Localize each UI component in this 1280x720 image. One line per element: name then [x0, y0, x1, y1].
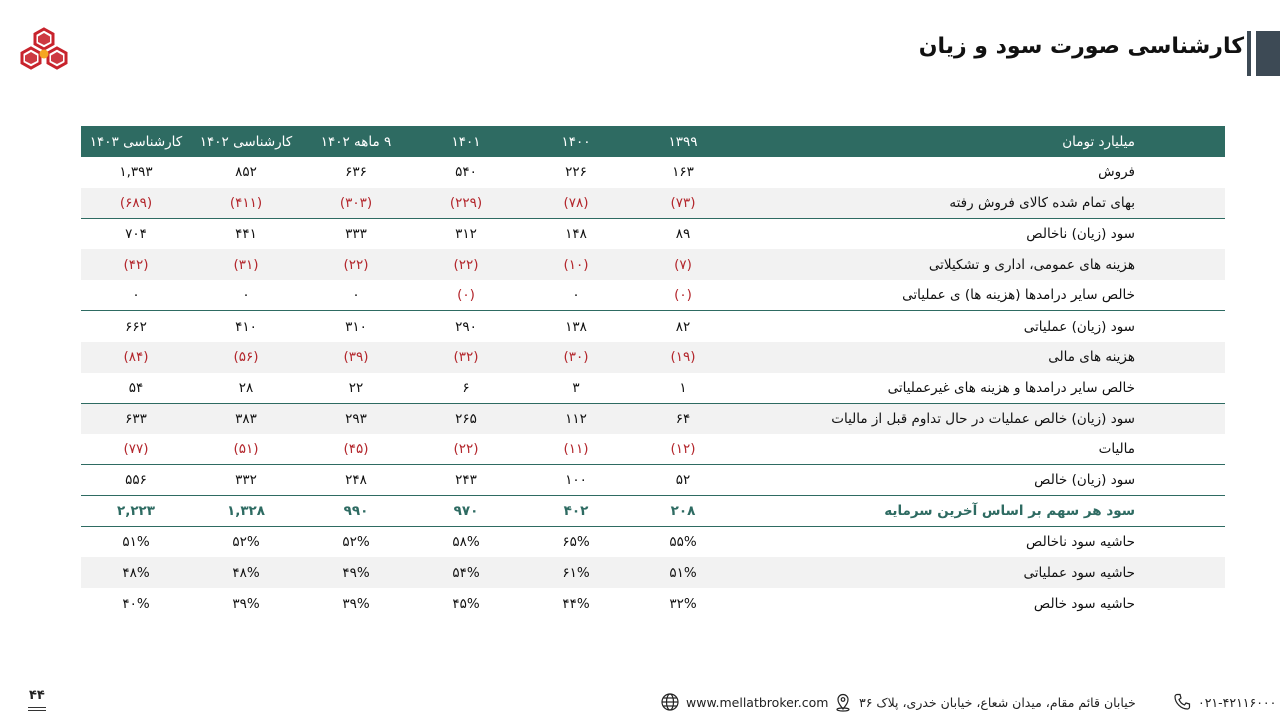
- table-row: [81, 373, 1225, 404]
- value-cell: ۷۰۴: [81, 219, 191, 250]
- value-cell: (۲۲۹): [449, 194, 483, 211]
- table-header-row: [81, 126, 1225, 157]
- value-cell: (۴۱۱): [229, 194, 263, 211]
- value-cell: ۴۴%: [562, 595, 590, 612]
- value-cell: ۵۴%: [452, 564, 480, 581]
- value-cell: ۲,۲۲۳: [81, 496, 191, 527]
- value-cell: ۶۵%: [521, 527, 631, 558]
- value-cell: ۲۲: [348, 379, 364, 396]
- value-cell: ۶۳۳: [81, 403, 191, 434]
- row-label: بهای تمام شده کالای فروش رفته: [949, 194, 1135, 211]
- page-number: ۴۴: [29, 688, 45, 703]
- value-cell: ۰: [132, 287, 140, 304]
- footer: [0, 680, 1280, 720]
- table-row: [81, 249, 1225, 280]
- table-row: [81, 557, 1225, 588]
- row-label: سود (زیان) ناخالص: [735, 219, 1225, 250]
- value-cell: ۱,۳۹۳: [119, 164, 153, 181]
- value-cell: (۰): [457, 287, 475, 304]
- value-cell: (۸۴): [123, 349, 149, 366]
- value-cell: ۴۸%: [122, 564, 150, 581]
- company-logo: [20, 26, 68, 76]
- value-cell: (۵۱): [233, 441, 259, 458]
- value-cell: ۵۴: [128, 379, 144, 396]
- value-cell: ۳۹%: [232, 595, 260, 612]
- value-cell: ۴۰۲: [521, 496, 631, 527]
- header-cell: ۱۴۰۱: [451, 133, 481, 150]
- value-cell: ۵۴۰: [455, 164, 477, 181]
- value-cell: ۶۳۶: [345, 164, 367, 181]
- value-cell: ۰: [352, 287, 360, 304]
- value-cell: ۱۳۸: [521, 311, 631, 342]
- table-row: [81, 434, 1225, 465]
- value-cell: ۵۵%: [631, 527, 735, 558]
- value-cell: ۱: [679, 379, 687, 396]
- row-label: سود (زیان) خالص عملیات در حال تداوم قبل از مالیات: [735, 403, 1225, 434]
- value-cell: ۳۳۳: [301, 219, 411, 250]
- title-accent-bar: [1256, 31, 1280, 76]
- value-cell: (۴۲): [123, 256, 149, 273]
- value-cell: (۴۵): [343, 441, 369, 458]
- table-row: [81, 527, 1225, 558]
- row-label: هزینه های عمومی، اداری و تشکیلاتی: [928, 256, 1135, 273]
- table-row: [81, 465, 1225, 496]
- value-cell: ۳۱۰: [301, 311, 411, 342]
- value-cell: ۴۴۱: [191, 219, 301, 250]
- website[interactable]: [660, 692, 828, 712]
- value-cell: ۵۸%: [411, 527, 521, 558]
- value-cell: ۱۱۲: [521, 403, 631, 434]
- phone-text: ۰۲۱-۴۲۱۱۶۰۰۰: [1198, 694, 1277, 710]
- row-label: سود هر سهم بر اساس آخرین سرمایه: [735, 496, 1225, 527]
- value-cell: ۴۸%: [232, 564, 260, 581]
- row-label: حاشیه سود عملیاتی: [1023, 564, 1135, 581]
- value-cell: ۲۰۸: [631, 496, 735, 527]
- table-row: [81, 342, 1225, 373]
- address-text: خیابان قائم مقام، میدان شعاع، خیابان خدری، پلاک ۳۶: [859, 694, 1136, 710]
- value-cell: ۵۲: [631, 465, 735, 496]
- value-cell: ۵۲%: [301, 527, 411, 558]
- value-cell: ۵۵۶: [81, 465, 191, 496]
- location-icon: [833, 692, 853, 712]
- header-cell: میلیارد تومان: [1062, 133, 1135, 150]
- value-cell: (۱۹): [670, 349, 696, 366]
- value-cell: (۶۸۹): [119, 194, 153, 211]
- table-row: [81, 188, 1225, 219]
- value-cell: ۰: [242, 287, 250, 304]
- value-cell: (۱۱): [563, 441, 589, 458]
- value-cell: (۲۲): [453, 441, 479, 458]
- value-cell: ۲۹۰: [411, 311, 521, 342]
- value-cell: ۲۲۶: [565, 164, 587, 181]
- value-cell: ۲۴۸: [301, 465, 411, 496]
- row-label: خالص سایر درامدها و هزینه های غیرعملیاتی: [887, 379, 1135, 396]
- value-cell: ۹۷۰: [411, 496, 521, 527]
- value-cell: (۷۷): [123, 441, 149, 458]
- income-statement-table: [81, 126, 1225, 619]
- value-cell: ۲۴۳: [411, 465, 521, 496]
- phone-icon: [1172, 692, 1192, 712]
- value-cell: (۱۲): [670, 441, 696, 458]
- row-label: سود (زیان) عملیاتی: [735, 311, 1225, 342]
- value-cell: ۶۴: [631, 403, 735, 434]
- value-cell: (۲۲): [453, 256, 479, 273]
- value-cell: (۷): [674, 256, 692, 273]
- phone[interactable]: [1172, 692, 1276, 712]
- value-cell: ۱۶۳: [672, 164, 694, 181]
- header-cell: کارشناسی ۱۴۰۲: [199, 133, 293, 150]
- value-cell: ۳۳۲: [191, 465, 301, 496]
- table-row: [81, 311, 1225, 342]
- value-cell: ۴۱۰: [191, 311, 301, 342]
- row-label: حاشیه سود خالص: [1033, 595, 1135, 612]
- value-cell: (۱۰): [563, 256, 589, 273]
- value-cell: (۳۹): [343, 349, 369, 366]
- value-cell: ۴۰%: [122, 595, 150, 612]
- row-label: هزینه های مالی: [1048, 349, 1135, 366]
- website-text: www.mellatbroker.com: [686, 694, 829, 710]
- header-cell: ۱۴۰۰: [561, 133, 591, 150]
- header-cell: ۱۳۹۹: [668, 133, 698, 150]
- row-label: فروش: [1098, 164, 1135, 181]
- value-cell: ۲۶۵: [411, 403, 521, 434]
- row-label: خالص سایر درامدها (هزینه ها) ی عملیاتی: [902, 287, 1135, 304]
- value-cell: ۸۹: [631, 219, 735, 250]
- table-row: [81, 496, 1225, 527]
- value-cell: ۲۸: [238, 379, 254, 396]
- table-row: [81, 280, 1225, 311]
- value-cell: (۷۸): [563, 194, 589, 211]
- value-cell: (۵۶): [233, 349, 259, 366]
- page-title: کارشناسی صورت سود و زیان: [918, 34, 1244, 59]
- row-label: سود (زیان) خالص: [735, 465, 1225, 496]
- value-cell: (۷۳): [670, 194, 696, 211]
- value-cell: ۱۰۰: [521, 465, 631, 496]
- value-cell: (۳۱): [233, 256, 259, 273]
- row-label: حاشیه سود ناخالص: [735, 527, 1225, 558]
- globe-icon: [660, 692, 680, 712]
- row-label: مالیات: [1098, 441, 1135, 458]
- value-cell: ۵۱%: [669, 564, 697, 581]
- value-cell: ۱,۳۲۸: [191, 496, 301, 527]
- value-cell: ۳۱۲: [411, 219, 521, 250]
- header-cell: ۹ ماهه ۱۴۰۲: [320, 133, 392, 150]
- value-cell: ۰: [572, 287, 580, 304]
- value-cell: ۶: [462, 379, 470, 396]
- table-row: [81, 403, 1225, 434]
- value-cell: (۲۲): [343, 256, 369, 273]
- value-cell: ۱۴۸: [521, 219, 631, 250]
- value-cell: ۳: [572, 379, 580, 396]
- value-cell: (۳۰۳): [339, 194, 373, 211]
- value-cell: ۵۱%: [81, 527, 191, 558]
- value-cell: ۹۹۰: [301, 496, 411, 527]
- value-cell: (۳۰): [563, 349, 589, 366]
- table-row: [81, 219, 1225, 250]
- value-cell: ۵۲%: [191, 527, 301, 558]
- value-cell: ۴۹%: [342, 564, 370, 581]
- value-cell: ۸۵۲: [235, 164, 257, 181]
- value-cell: ۳۸۳: [191, 403, 301, 434]
- table-row: [81, 588, 1225, 619]
- value-cell: ۶۱%: [562, 564, 590, 581]
- value-cell: ۳۹%: [342, 595, 370, 612]
- address: [833, 692, 1136, 712]
- value-cell: (۰): [674, 287, 692, 304]
- value-cell: (۳۲): [453, 349, 479, 366]
- value-cell: ۳۲%: [669, 595, 697, 612]
- value-cell: ۸۲: [631, 311, 735, 342]
- value-cell: ۴۵%: [452, 595, 480, 612]
- header-cell: کارشناسی ۱۴۰۳: [89, 133, 183, 150]
- value-cell: ۶۶۲: [81, 311, 191, 342]
- value-cell: ۲۹۳: [301, 403, 411, 434]
- table-row: [81, 157, 1225, 188]
